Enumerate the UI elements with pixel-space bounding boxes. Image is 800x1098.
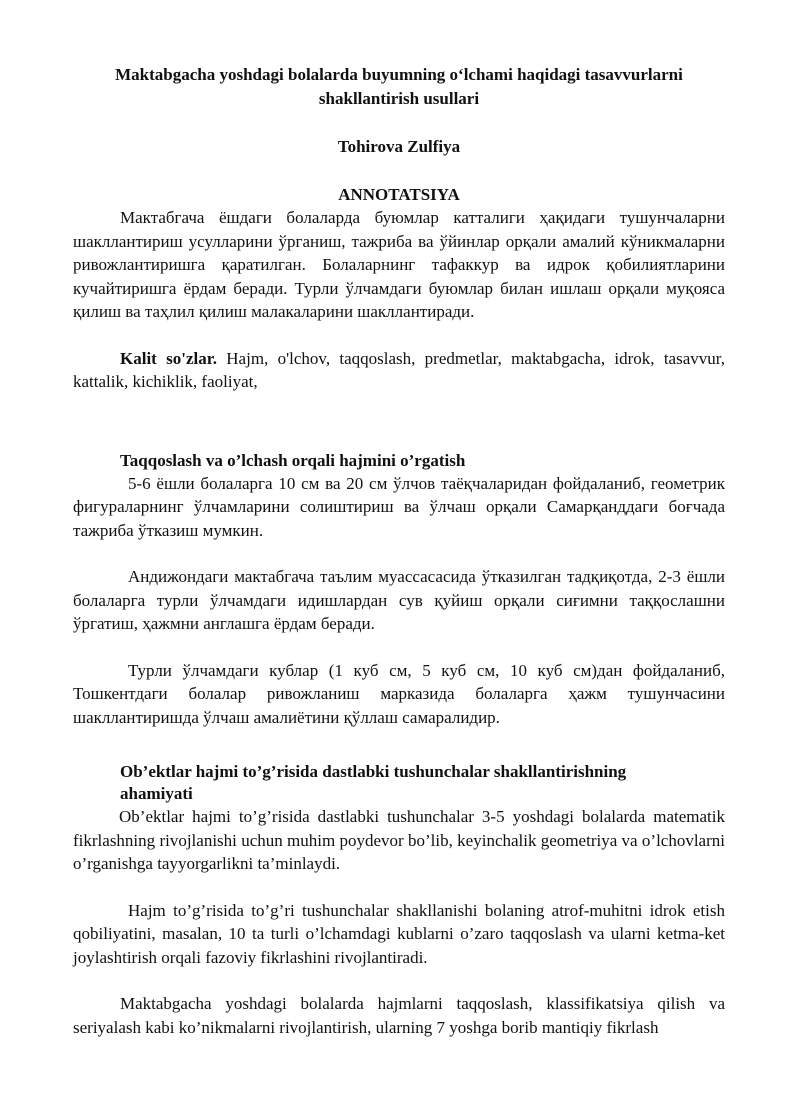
- document-page: [0, 63, 800, 1098]
- section1-paragraph-1: 5-6 ёшли болаларга 10 см ва 20 см ўлчов таёқчаларидан фойдаланиб, геометрик фигураларнинг ўлчамларини солиштириш ва ўлчаш орқали Самарқанддаги боғчада тажриба ўтказиш мумкин.: [73, 473, 725, 540]
- spacer: [73, 876, 725, 899]
- annotation-text: Мактабгача ёшдаги болаларда буюмлар катталиги ҳақидаги тушунчаларни шакллантириш усулларини ўрганиш, тажриба ва ўйинлар орқали амалий кўникмаларни ривожлантиришга қаратилган. Болаларнинг тафаккур ва идрок қобилиятларини кучайтиришга ёрдам беради. Турли ўлчамдаги буюмлар билан ишлаш орқали муқояса қилиш ва таҳлил қилиш малакаларини шакллантиради.: [73, 208, 725, 321]
- section2-paragraph-1: Ob’ektlar hajmi to’g’risida dastlabki tushunchalar 3-5 yoshdagi bolalarda matematik fikrlashning rivojlanishi uchun muhim poydevor bo’lib, keyinchalik geometriya va o’lchovlarni o’rganishga tayyorgarlikni ta’minlaydi.: [73, 807, 725, 873]
- spacer: [73, 324, 725, 347]
- keywords-text: Hajm, o'lchov, taqqoslash, predmetlar, maktabgacha, idrok, tasavvur, kattalik, kichiklik, faoliyat,: [73, 348, 725, 391]
- section1-paragraph-3: Турли ўлчамдаги кублар (1 куб см, 5 куб см, 10 куб см)дан фойдаланиб, Тошкентдаги болалар ривожланиш марказида болаларга ҳажм тушунчасини шакллантиришда ўлчаш амалиётини қўллаш самаралидир.: [73, 660, 725, 727]
- section2-paragraph-3: Maktabgacha yoshdagi bolalarda hajmlarni taqqoslash, klassifikatsiya qilish va seriyalash kabi ko’nikmalarni rivojlantirish, ularning 7 yoshga borib mantiqiy fikrlash: [73, 994, 725, 1037]
- spacer: [73, 969, 725, 992]
- document-title: Maktabgacha yoshdagi bolalarda buyumning o‘lchami haqidagi tasavvurlarni shakllantirish usullari: [115, 65, 683, 108]
- section1-paragraph-2: Андижондаги мактабгача таълим муассасасида ўтказилган тадқиқотда, 2-3 ёшли болаларга турли ўлчамдаги идишлардан сув қуйиш орқали сиғимни таққослашни ўргатиш, ҳажмни англашга ёрдам беради.: [73, 567, 725, 633]
- section-heading-1: Taqqoslash va o’lchash orqali hajmini o’rgatish: [120, 450, 466, 470]
- annotation-heading: ANNOTATSIYA: [338, 184, 460, 204]
- spacer: [73, 729, 725, 752]
- author-name: Tohirova Zulfiya: [337, 137, 461, 156]
- spacer: [73, 542, 725, 565]
- spacer: [73, 394, 725, 441]
- keywords-label: Kalit so'zlar.: [120, 348, 217, 368]
- keywords-paragraph: [73, 347, 725, 394]
- section-heading-2: Ob’ektlar hajmi to’g’risida dastlabki tushunchalar shakllantirishning ahamiyati: [120, 762, 627, 803]
- section2-paragraph-2: Hajm to’g’risida to’g’ri tushunchalar shakllanishi bolaning atrof-muhitni idrok etish qobiliyatini, masalan, 10 ta turli o’lchamdagi kublarni o’zaro taqqoslash va ularni ketma-ket joylashtirish orqali fazoviy fikrlashini rivojlantiradi.: [73, 900, 725, 967]
- spacer: [73, 636, 725, 659]
